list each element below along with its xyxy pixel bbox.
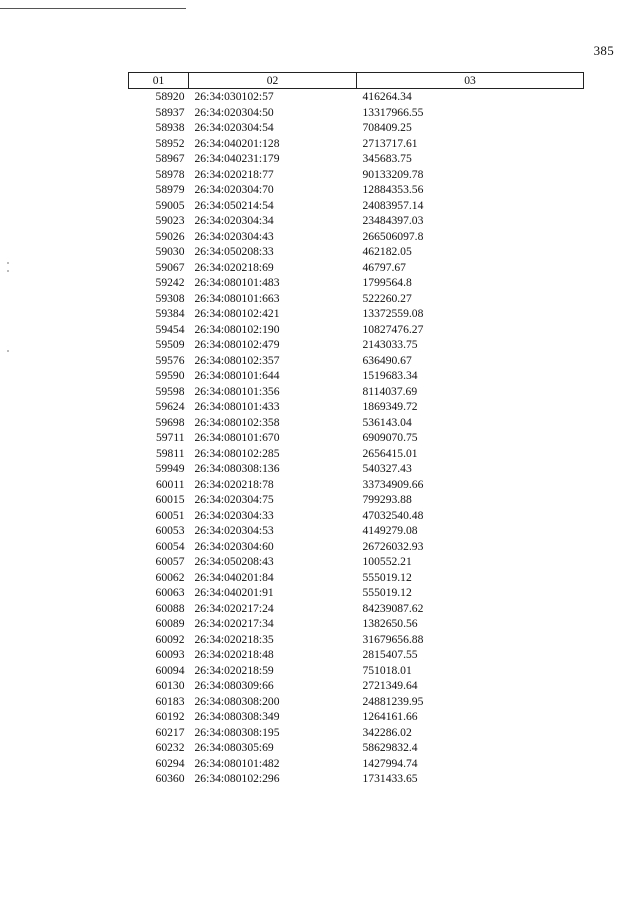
table-cell-03: 46797.67 [362,260,406,274]
table-cell-01: 59949 [155,462,185,475]
table-cell-01: 60092 [155,632,185,646]
table-cell-03: 536143.04 [362,415,412,429]
table-cell-02: 26:34:080102:358 [194,415,280,429]
table-cell-03: 1519683.34 [362,369,418,382]
table-cell-03: 58629832.4 [362,741,418,754]
table-cell-01: 59067 [155,260,185,274]
table-row [129,570,584,586]
top-rule [0,8,186,9]
table-cell-03: 708409.25 [362,121,412,134]
table-cell-03: 84239087.62 [362,601,424,615]
table-cell-01: 60294 [155,756,185,770]
table-row [129,151,584,167]
table-cell-01: 60360 [155,772,185,785]
table-cell-01: 60217 [155,725,185,739]
table-cell-01: 59030 [155,245,185,258]
column-header-03: 03 [357,73,584,89]
table-cell-02: 26:34:020218:77 [194,167,274,181]
table-cell-02: 26:34:080308:349 [194,710,280,723]
table-cell-03: 8114037.69 [362,384,418,398]
table-cell-03: 90133209.78 [362,167,424,181]
table-cell-02: 26:34:040231:179 [194,152,280,165]
table-cell-01: 59005 [155,198,185,212]
table-cell-02: 26:34:020304:34 [194,214,274,227]
margin-mark [7,350,9,352]
table-cell-02: 26:34:080102:479 [194,338,280,351]
table-cell-02: 26:34:080102:190 [194,322,280,336]
table-row [129,229,584,245]
table-cell-03: 416264.34 [362,90,412,103]
table-row [129,539,584,555]
table-cell-03: 345683.75 [362,152,412,165]
table-cell-01: 60232 [155,741,185,754]
table-row [129,260,584,276]
table-cell-02: 26:34:080102:357 [194,353,280,367]
table-cell-01: 59026 [155,229,185,243]
table-cell-02: 26:34:050214:54 [194,198,274,212]
table-cell-03: 462182.05 [362,245,412,258]
table-cell-03: 799293.88 [362,493,412,506]
table-cell-01: 60094 [155,663,185,677]
table-cell-01: 58937 [155,105,185,119]
table-cell-01: 58920 [155,90,185,103]
table-cell-01: 59598 [155,384,185,398]
table-cell-02: 26:34:080101:483 [194,276,280,289]
table-cell-02: 26:34:020218:69 [194,260,274,274]
table-cell-01: 59242 [155,276,185,289]
table-cell-02: 26:34:020218:35 [194,632,274,646]
page-number: 385 [593,43,614,58]
table-row [129,384,584,400]
table-cell-02: 26:34:020304:60 [194,539,274,553]
table-cell-02: 26:34:020217:34 [194,617,274,630]
table-cell-03: 555019.12 [362,570,412,584]
table-cell-02: 26:34:080101:433 [194,400,280,413]
table-row [129,616,584,632]
table-row [129,446,584,462]
column-header-02: 02 [189,73,357,89]
table-cell-03: 4149279.08 [362,524,418,537]
table-cell-01: 60053 [155,524,185,537]
table-cell-03: 2656415.01 [362,446,418,460]
table-cell-03: 1869349.72 [362,400,418,413]
table-cell-01: 60192 [155,710,185,723]
table-cell-02: 26:34:020304:50 [194,105,274,119]
table-cell-02: 26:34:040201:128 [194,136,280,150]
table-row [129,725,584,741]
table-row [129,368,584,384]
table-cell-03: 1799564.8 [362,276,412,289]
table-cell-01: 58952 [155,136,185,150]
table-cell-03: 47032540.48 [362,508,424,522]
margin-mark [7,270,9,272]
table-cell-02: 26:34:040201:91 [194,586,274,599]
table-row [129,663,584,679]
table-row [129,709,584,725]
table-cell-01: 60063 [155,586,185,599]
table-row [129,585,584,601]
table-cell-02: 26:34:080305:69 [194,741,274,754]
table-cell-01: 60015 [155,493,185,506]
table-row [129,461,584,477]
table-cell-02: 26:34:020304:33 [194,508,274,522]
table-cell-01: 59624 [155,400,185,413]
table-row [129,120,584,136]
table-row [129,740,584,756]
table-cell-03: 636490.67 [362,353,412,367]
table-cell-01: 59711 [155,431,185,444]
table-cell-01: 60062 [155,570,185,584]
table-cell-02: 26:34:020304:53 [194,524,274,537]
table-row [129,337,584,353]
table-row [129,198,584,214]
table-cell-03: 555019.12 [362,586,412,599]
table-cell-02: 26:34:080101:670 [194,431,280,444]
table-cell-02: 26:34:020304:75 [194,493,274,506]
table-row [129,244,584,260]
table-row [129,167,584,183]
table-row [129,353,584,369]
table-cell-03: 2815407.55 [362,648,418,661]
table-row [129,523,584,539]
table-cell-02: 26:34:020218:48 [194,648,274,661]
table-cell-01: 60011 [155,477,185,491]
table-cell-03: 100552.21 [362,555,412,568]
margin-mark [7,262,9,264]
table-cell-03: 1427994.74 [362,756,418,770]
table-cell-03: 2721349.64 [362,679,418,692]
table-cell-01: 60089 [155,617,185,630]
table-cell-01: 60054 [155,539,185,553]
table-cell-03: 13372559.08 [362,307,424,320]
table-cell-01: 58967 [155,152,185,165]
table-cell-01: 59023 [155,214,185,227]
table-cell-02: 26:34:020218:59 [194,663,274,677]
table-cell-03: 24083957.14 [362,198,424,212]
table-cell-01: 60051 [155,508,185,522]
table-cell-02: 26:34:080309:66 [194,679,274,692]
table-cell-01: 58938 [155,121,185,134]
table-cell-01: 58979 [155,183,185,196]
table-cell-02: 26:34:080101:356 [194,384,280,398]
table-cell-02: 26:34:080102:421 [194,307,280,320]
table-row [129,105,584,121]
table-row [129,415,584,431]
table-row [129,136,584,152]
table-header-row [129,73,584,89]
table-row [129,89,584,105]
table-row [129,291,584,307]
table-cell-02: 26:34:080102:285 [194,446,280,460]
table-row [129,399,584,415]
table-cell-01: 59811 [155,446,185,460]
table-row [129,694,584,710]
table-cell-03: 2143033.75 [362,338,418,351]
table-row [129,508,584,524]
table-row [129,430,584,446]
table-row [129,213,584,229]
table-cell-01: 59308 [155,291,185,305]
table-cell-01: 59454 [155,322,185,336]
table-cell-02: 26:34:050208:33 [194,245,274,258]
table-row [129,554,584,570]
table-cell-02: 26:34:030102:57 [194,90,274,103]
column-header-01: 01 [129,73,189,89]
table-cell-02: 26:34:020304:70 [194,183,274,196]
table-cell-01: 60057 [155,555,185,568]
table-cell-03: 33734909.66 [362,477,424,491]
table-cell-03: 13317966.55 [362,105,424,119]
table-row [129,632,584,648]
table-cell-01: 59576 [155,353,185,367]
table-cell-01: 59509 [155,338,185,351]
table-row [129,492,584,508]
table-cell-02: 26:34:080308:195 [194,725,280,739]
data-table [128,72,584,787]
table-cell-01: 59384 [155,307,185,320]
table-cell-01: 59590 [155,369,185,382]
table-cell-02: 26:34:080101:663 [194,291,280,305]
table-cell-03: 751018.01 [362,663,412,677]
table-cell-01: 60093 [155,648,185,661]
table-cell-02: 26:34:080101:482 [194,756,280,770]
table-row [129,322,584,338]
table-row [129,477,584,493]
table-cell-03: 24881239.95 [362,694,424,708]
table-cell-03: 12884353.56 [362,183,424,196]
table-row [129,182,584,198]
table-cell-02: 26:34:020304:54 [194,121,274,134]
table-cell-02: 26:34:020218:78 [194,477,274,491]
table-cell-02: 26:34:080308:136 [194,462,280,475]
table-cell-03: 1264161.66 [362,710,418,723]
table-cell-01: 60130 [155,679,185,692]
table-cell-01: 58978 [155,167,185,181]
table-cell-03: 10827476.27 [362,322,424,336]
table-row [129,601,584,617]
table-cell-02: 26:34:040201:84 [194,570,274,584]
table-row [129,306,584,322]
table-cell-02: 26:34:020304:43 [194,229,274,243]
table-row [129,647,584,663]
table-cell-01: 59698 [155,415,185,429]
table-header [129,73,584,89]
table-cell-01: 60183 [155,694,185,708]
table-cell-03: 540327.43 [362,462,412,475]
table-cell-03: 26726032.93 [362,539,424,553]
table-cell-02: 26:34:080101:644 [194,369,280,382]
table-cell-03: 1382650.56 [362,617,418,630]
table-cell-03: 342286.02 [362,725,412,739]
table-cell-02: 26:34:080102:296 [194,772,280,785]
table-cell-03: 522260.27 [362,291,412,305]
table-cell-01: 60088 [155,601,185,615]
table-row [129,678,584,694]
table-cell-02: 26:34:050208:43 [194,555,274,568]
table-cell-03: 1731433.65 [362,772,418,785]
table-cell-03: 31679656.88 [362,632,424,646]
table-cell-03: 266506097.8 [362,229,424,243]
table-row [129,771,584,787]
table-body [129,89,584,787]
table-cell-03: 23484397.03 [362,214,424,227]
table-cell-03: 6909070.75 [362,431,418,444]
table-cell-03: 2713717.61 [362,136,418,150]
table-row [129,275,584,291]
table-cell-02: 26:34:080308:200 [194,694,280,708]
table-row [129,756,584,772]
table-cell-02: 26:34:020217:24 [194,601,274,615]
